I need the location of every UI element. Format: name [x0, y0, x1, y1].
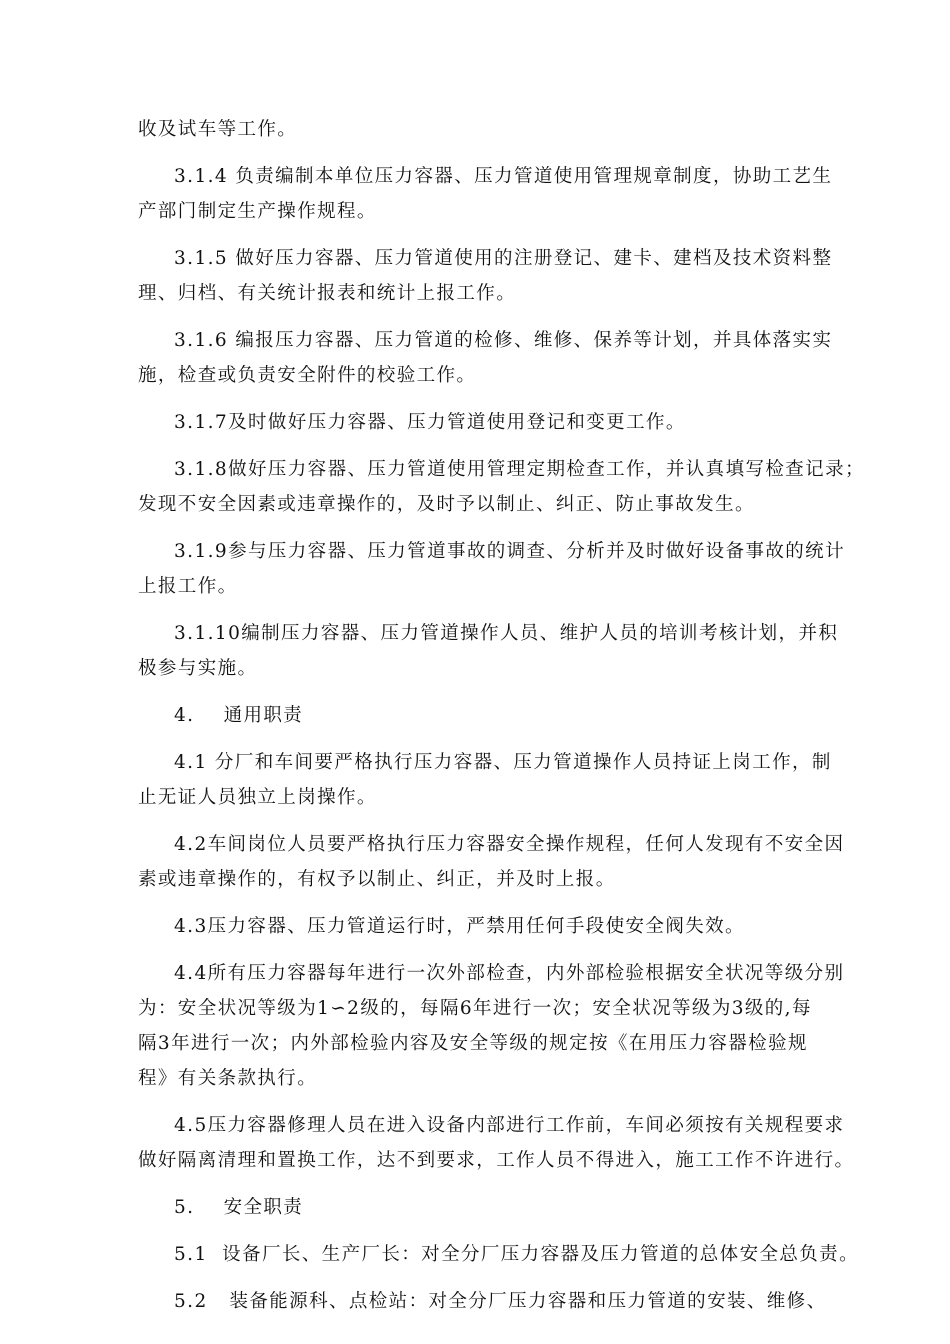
paragraph [138, 698, 818, 733]
paragraph [138, 159, 833, 229]
text-line: 施，检查或负责安全附件的校验工作。 [138, 365, 477, 386]
text-line: 4.5压力容器修理人员在进入设备内部进行工作前，车间必须按有关规程要求 [174, 1115, 845, 1136]
paragraph [138, 534, 845, 604]
text-line: 3.1.5 做好压力容器、压力管道使用的注册登记、建卡、建档及技术资料整 [174, 248, 833, 269]
text-line: 3.1.10编制压力容器、压力管道操作人员、维护人员的培训考核计划，并积 [174, 623, 839, 644]
paragraph [138, 616, 839, 686]
text-line: 隔3年进行一次；内外部检验内容及安全等级的规定按《在用压力容器检验规 [138, 1033, 808, 1054]
text-line: 4.3压力容器、压力管道运行时，严禁用任何手段使安全阀失效。 [174, 916, 745, 937]
text-line: 3.1.8做好压力容器、压力管道使用管理定期检查工作，并认真填写检查记录； [174, 459, 865, 480]
paragraph [138, 909, 818, 944]
paragraph [138, 112, 818, 147]
paragraph [138, 452, 865, 522]
text-line: 3.1.6 编报压力容器、压力管道的检修、维修、保养等计划，并具体落实实 [174, 330, 833, 351]
text-line: 5.2 装备能源科、点检站：对全分厂压力容器和压力管道的安装、维修、 [174, 1291, 827, 1312]
text-line: 程》有关条款执行。 [138, 1068, 318, 1089]
paragraph [138, 745, 832, 815]
text-line: 理、归档、有关统计报表和统计上报工作。 [138, 283, 517, 304]
paragraph [138, 956, 845, 1096]
paragraph [138, 323, 833, 393]
text-line: 素或违章操作的，有权予以制止、纠正，并及时上报。 [138, 869, 616, 890]
text-line: 上报工作。 [138, 576, 238, 597]
text-line: 4.2车间岗位人员要严格执行压力容器安全操作规程，任何人发现有不安全因 [174, 834, 845, 855]
text-line: 3.1.7及时做好压力容器、压力管道使用登记和变更工作。 [174, 412, 686, 433]
text-line: 产部门制定生产操作规程。 [138, 201, 377, 222]
paragraph [138, 1190, 818, 1225]
paragraph [138, 241, 833, 311]
text-line: 4.1 分厂和车间要严格执行压力容器、压力管道操作人员持证上岗工作，制 [174, 752, 832, 773]
paragraph [138, 1284, 827, 1319]
text-line: 收及试车等工作。 [138, 119, 298, 140]
paragraph [138, 827, 845, 897]
text-line: 5. 安全职责 [174, 1197, 304, 1218]
paragraph [138, 1237, 859, 1272]
text-line: 4. 通用职责 [174, 705, 304, 726]
text-line: 4.4所有压力容器每年进行一次外部检查，内外部检验根据安全状况等级分别 [174, 963, 845, 984]
text-line: 3.1.9参与压力容器、压力管道事故的调查、分析并及时做好设备事故的统计 [174, 541, 845, 562]
text-line: 做好隔离清理和置换工作，达不到要求，工作人员不得进入，施工工作不许进行。 [138, 1150, 855, 1171]
text-line: 为：安全状况等级为1∽2级的，每隔6年进行一次；安全状况等级为3级的,每 [138, 998, 812, 1019]
paragraph [138, 405, 818, 440]
text-line: 3.1.4 负责编制本单位压力容器、压力管道使用管理规章制度，协助工艺生 [174, 166, 833, 187]
text-line: 止无证人员独立上岗操作。 [138, 787, 377, 808]
text-line: 极参与实施。 [138, 658, 258, 679]
text-line: 5.1 设备厂长、生产厂长：对全分厂压力容器及压力管道的总体安全总负责。 [174, 1244, 859, 1265]
paragraph [138, 1108, 855, 1178]
document-body [138, 112, 865, 1331]
text-line: 发现不安全因素或违章操作的，及时予以制止、纠正、防止事故发生。 [138, 494, 755, 515]
